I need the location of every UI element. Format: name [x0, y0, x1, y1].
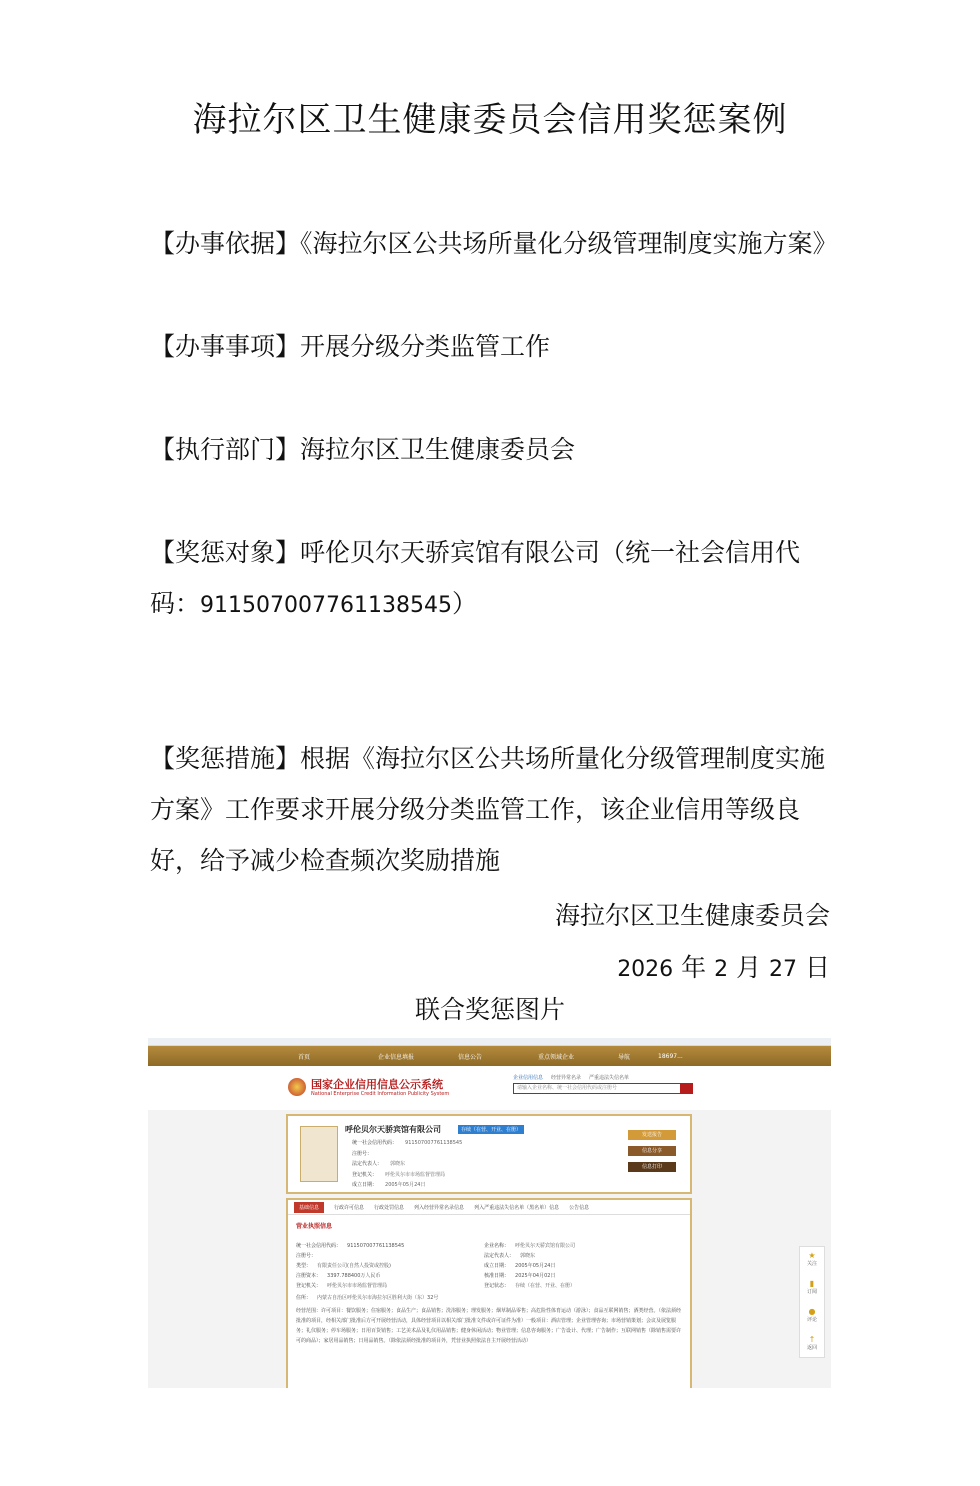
section-title: 营业执照信息 [296, 1223, 333, 1230]
measures-value: 根据《海拉尔区公共场所量化分级管理制度实施方案》工作要求开展分级分类监管工作，该企业信用等级良好，给予减少检查频次奖励措施 [150, 744, 826, 875]
matter-paragraph [150, 321, 840, 372]
tab-penalty[interactable]: 行政处罚信息 [374, 1204, 405, 1211]
site-logo-en: National Enterprise Credit Information Publicity System [311, 1091, 450, 1097]
side-label: 评论 [806, 1317, 817, 1323]
field [484, 1242, 575, 1249]
field [484, 1282, 575, 1289]
field-key: 登记机关： [296, 1283, 322, 1289]
field-value: 911507007761138545 [347, 1243, 405, 1249]
info-key: 法定代表人： [352, 1161, 383, 1167]
signature-org: 海拉尔区卫生健康委员会 [554, 901, 830, 930]
department-paragraph [150, 424, 840, 475]
search-tabs [513, 1074, 629, 1081]
info-key: 注册号： [352, 1150, 373, 1157]
company-card [286, 1114, 692, 1194]
field [296, 1262, 391, 1269]
field [296, 1294, 438, 1301]
date-month-char: 月 [736, 953, 762, 982]
info-key: 成立日期： [352, 1182, 378, 1188]
business-scope: 经营范围：许可项目：餐饮服务；住宿服务；食品生产；食品销售；洗浴服务；理发服务；烟草制品零售；高危险性体育运动（游泳）；食品互联网销售；酒类经营。（依法须经批准的项目，经相关部门批准后方可开展经营活动，具体经营项目以相关部门批准文件或许可证件为准）一般项目：酒店管理；企业管理咨询；市场营销策划；会议及展览服务；礼仪服务；停车场服务；日用百货销售；工艺美术品及礼仪用品销售；健身休闲活动；物业管理；信息咨询服务；广告设计、代理；广告制作；互联网销售（除销售需要许可的商品）；家居用品销售；日用品销售。（除依法须经批准的项目外，凭营业执照依法自主开展经营活动） [296, 1308, 682, 1344]
field-value: 内蒙古自治区呼伦贝尔市海拉尔区胜利大街（东）32号 [317, 1295, 439, 1301]
field-key: 注册号： [296, 1253, 317, 1259]
floating-sidebar [799, 1246, 825, 1358]
matter-value: 开展分级分类监管工作 [300, 332, 551, 361]
field-value: 存续（在营、开业、在册） [515, 1283, 576, 1289]
field-value: 2025年04月02日 [515, 1273, 556, 1279]
field [296, 1282, 387, 1289]
tab-notice[interactable]: 公告信息 [569, 1204, 590, 1211]
status-badge: 存续（在营、开业、在册） [458, 1125, 524, 1134]
detail-panel [286, 1198, 692, 1388]
side-label: 返回 [806, 1345, 817, 1351]
site-navbar [148, 1046, 831, 1066]
department-label: 【执行部门】 [150, 435, 301, 464]
print-button[interactable]: 信息打印 [628, 1162, 676, 1172]
info-key: 统一社会信用代码： [352, 1140, 398, 1146]
field [296, 1272, 380, 1279]
field-key: 核准日期： [484, 1273, 510, 1279]
field-key: 注册资本： [296, 1273, 322, 1279]
star-icon: ★ [808, 1251, 816, 1260]
matter-label: 【办事事项】 [150, 332, 301, 361]
comment-button[interactable] [800, 1303, 824, 1331]
basis-value: 《海拉尔区公共场所量化分级管理制度实施方案》 [300, 229, 838, 258]
info-value: 呼伦贝尔市市场监督管理局 [385, 1171, 446, 1178]
site-logo-cn: 国家企业信用信息公示系统 [311, 1078, 443, 1091]
company-name: 呼伦贝尔天骄宾馆有限公司 [345, 1125, 441, 1134]
field [296, 1242, 404, 1249]
nav-announcements[interactable]: 信息公告 [458, 1053, 483, 1061]
nav-key-enterprises[interactable]: 重点领域企业 [538, 1053, 575, 1061]
field-key: 法定代表人： [484, 1253, 515, 1259]
target-value: 呼伦贝尔天骄宾馆有限公司（统一社会信用代码： [150, 538, 801, 618]
target-paragraph [150, 527, 840, 631]
measures-paragraph [150, 733, 840, 886]
figure-caption: 联合奖惩图片 [414, 995, 565, 1024]
info-value: 2005年05月24日 [385, 1182, 426, 1188]
target-close: ） [451, 589, 477, 618]
field [484, 1262, 555, 1269]
date-year: 2026 [617, 957, 674, 982]
embedded-screenshot [148, 1038, 831, 1388]
card-info [352, 1138, 462, 1191]
tab-abnormal[interactable]: 列入经营异常名录信息 [414, 1204, 465, 1211]
field-key: 成立日期： [484, 1263, 510, 1269]
search-tab[interactable]: 企业信用信息 [513, 1075, 544, 1081]
credit-code: 911507007761138545 [200, 593, 452, 618]
basis-label: 【办事依据】 [150, 229, 301, 258]
field [484, 1252, 535, 1259]
field-key: 登记状态： [484, 1283, 510, 1289]
date-year-char: 年 [681, 953, 707, 982]
bookmark-icon: ▮ [809, 1279, 815, 1288]
national-emblem-icon [288, 1078, 306, 1096]
browser-bar [148, 1038, 831, 1046]
subscribe-button[interactable] [800, 1275, 824, 1303]
field-key: 统一社会信用代码： [296, 1243, 342, 1249]
arrow-up-icon: ↑ [808, 1335, 816, 1344]
info-key: 登记机关： [352, 1171, 378, 1178]
search-tab[interactable]: 经营异常名录 [551, 1075, 582, 1081]
department-value: 海拉尔区卫生健康委员会 [300, 435, 576, 464]
site-header [148, 1066, 831, 1110]
field-value: 呼伦贝尔天骄宾馆有限公司 [515, 1243, 576, 1249]
signature-date [617, 948, 830, 984]
info-value: 911507007761138545 [405, 1140, 463, 1146]
share-button[interactable]: 信息分享 [628, 1146, 676, 1156]
send-report-button[interactable]: 发送报告 [628, 1130, 676, 1140]
search-tab[interactable]: 严重违法失信名单 [589, 1075, 630, 1081]
date-month: 2 [714, 957, 729, 982]
field-value: 呼伦贝尔市市场监督管理局 [327, 1283, 388, 1289]
side-label: 关注 [806, 1261, 817, 1267]
back-to-top-button[interactable] [800, 1331, 824, 1359]
tab-basic[interactable]: 基础信息 [294, 1202, 324, 1213]
field [296, 1252, 322, 1259]
basis-paragraph [150, 218, 840, 269]
nav-user[interactable]: 18697... [658, 1052, 683, 1060]
field-value: 2005年05月24日 [515, 1263, 556, 1269]
page-title: 海拉尔区卫生健康委员会信用奖惩案例 [192, 100, 788, 140]
date-day-char: 日 [804, 953, 830, 982]
detail-tabs [288, 1200, 690, 1215]
info-value: 郭晓东 [390, 1161, 406, 1167]
field-value: 有限责任公司(自然人投资或控股) [317, 1263, 391, 1269]
date-day: 27 [769, 957, 798, 982]
field-value: 郭晓东 [520, 1253, 536, 1259]
field-key: 类型： [296, 1263, 312, 1269]
field-key: 企业名称： [484, 1243, 510, 1249]
follow-button[interactable] [800, 1247, 824, 1275]
field-value: 3397.788400万人民币 [327, 1273, 381, 1279]
license-image [300, 1126, 338, 1182]
nav-guide[interactable]: 导航 [618, 1053, 631, 1061]
nav-fill-report[interactable]: 企业信息填报 [378, 1053, 415, 1061]
target-label: 【奖惩对象】 [150, 538, 301, 567]
search-button[interactable] [681, 1083, 693, 1094]
tab-blacklist[interactable]: 列入严重违法失信名单（黑名单）信息 [474, 1204, 560, 1211]
field [484, 1272, 555, 1279]
side-label: 订阅 [806, 1289, 817, 1295]
field-key: 住所： [296, 1295, 312, 1301]
tab-license[interactable]: 行政许可信息 [334, 1204, 365, 1211]
search-input[interactable]: 请输入企业名称、统一社会信用代码或注册号 [513, 1083, 681, 1094]
comment-icon: ● [808, 1307, 816, 1316]
measures-label: 【奖惩措施】 [150, 744, 301, 773]
nav-home[interactable]: 首页 [298, 1053, 311, 1061]
